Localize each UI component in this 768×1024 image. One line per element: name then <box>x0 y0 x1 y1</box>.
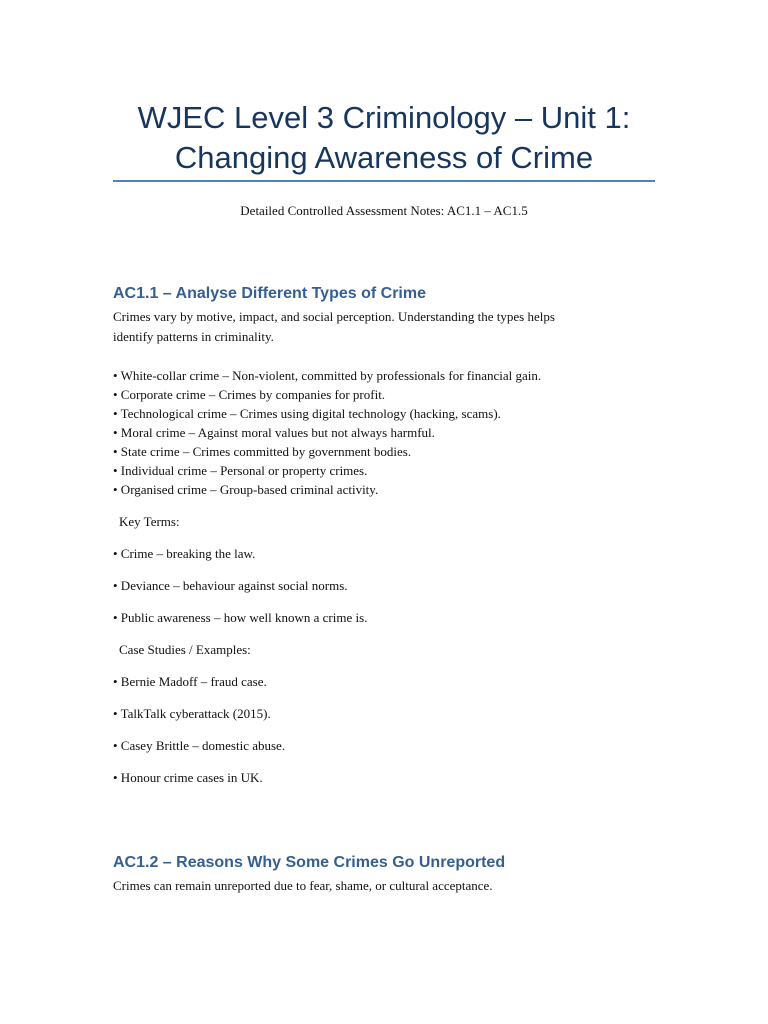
section-heading-ac12: AC1.2 – Reasons Why Some Crimes Go Unreported <box>113 854 506 871</box>
list-item: • Corporate crime – Crimes by companies for profit. <box>113 387 386 402</box>
list-item: • Bernie Madoff – fraud case. <box>113 674 267 689</box>
list-item: • State crime – Crimes committed by government bodies. <box>113 444 412 459</box>
document-title <box>0 98 768 178</box>
ac12-intro: Crimes can remain unreported due to fear, shame, or cultural acceptance. <box>113 878 493 893</box>
list-item: • White-collar crime – Non-violent, committed by professionals for financial gain. <box>113 368 542 383</box>
title-line-1: WJEC Level 3 Criminology – Unit 1: <box>137 100 631 135</box>
ac11-intro-line-1: Crimes vary by motive, impact, and social perception. Understanding the types helps <box>113 309 555 324</box>
list-item: • Crime – breaking the law. <box>113 546 256 561</box>
ac11-intro-line-2: identify patterns in criminality. <box>113 329 274 344</box>
crime-types-list <box>113 366 541 499</box>
list-item: • Organised crime – Group-based criminal activity. <box>113 482 379 497</box>
title-line-2: Changing Awareness of Crime <box>174 140 594 175</box>
list-item: • Individual crime – Personal or property crimes. <box>113 463 368 478</box>
document-subtitle: Detailed Controlled Assessment Notes: AC1.1 – AC1.5 <box>240 203 528 218</box>
list-item: • Moral crime – Against moral values but not always harmful. <box>113 425 435 440</box>
list-item: • Deviance – behaviour against social norms. <box>113 578 348 593</box>
list-item: • Honour crime cases in UK. <box>113 770 263 785</box>
title-underline-rule <box>113 180 655 182</box>
list-item: • Technological crime – Crimes using digital technology (hacking, scams). <box>113 406 501 421</box>
section-heading-ac11: AC1.1 – Analyse Different Types of Crime <box>113 285 426 302</box>
list-item: • Casey Brittle – domestic abuse. <box>113 738 286 753</box>
list-item: • Public awareness – how well known a crime is. <box>113 610 368 625</box>
key-terms-heading: Key Terms: <box>119 514 180 529</box>
ac11-intro <box>113 307 633 347</box>
list-item: • TalkTalk cyberattack (2015). <box>113 706 271 721</box>
case-studies-heading: Case Studies / Examples: <box>119 642 251 657</box>
